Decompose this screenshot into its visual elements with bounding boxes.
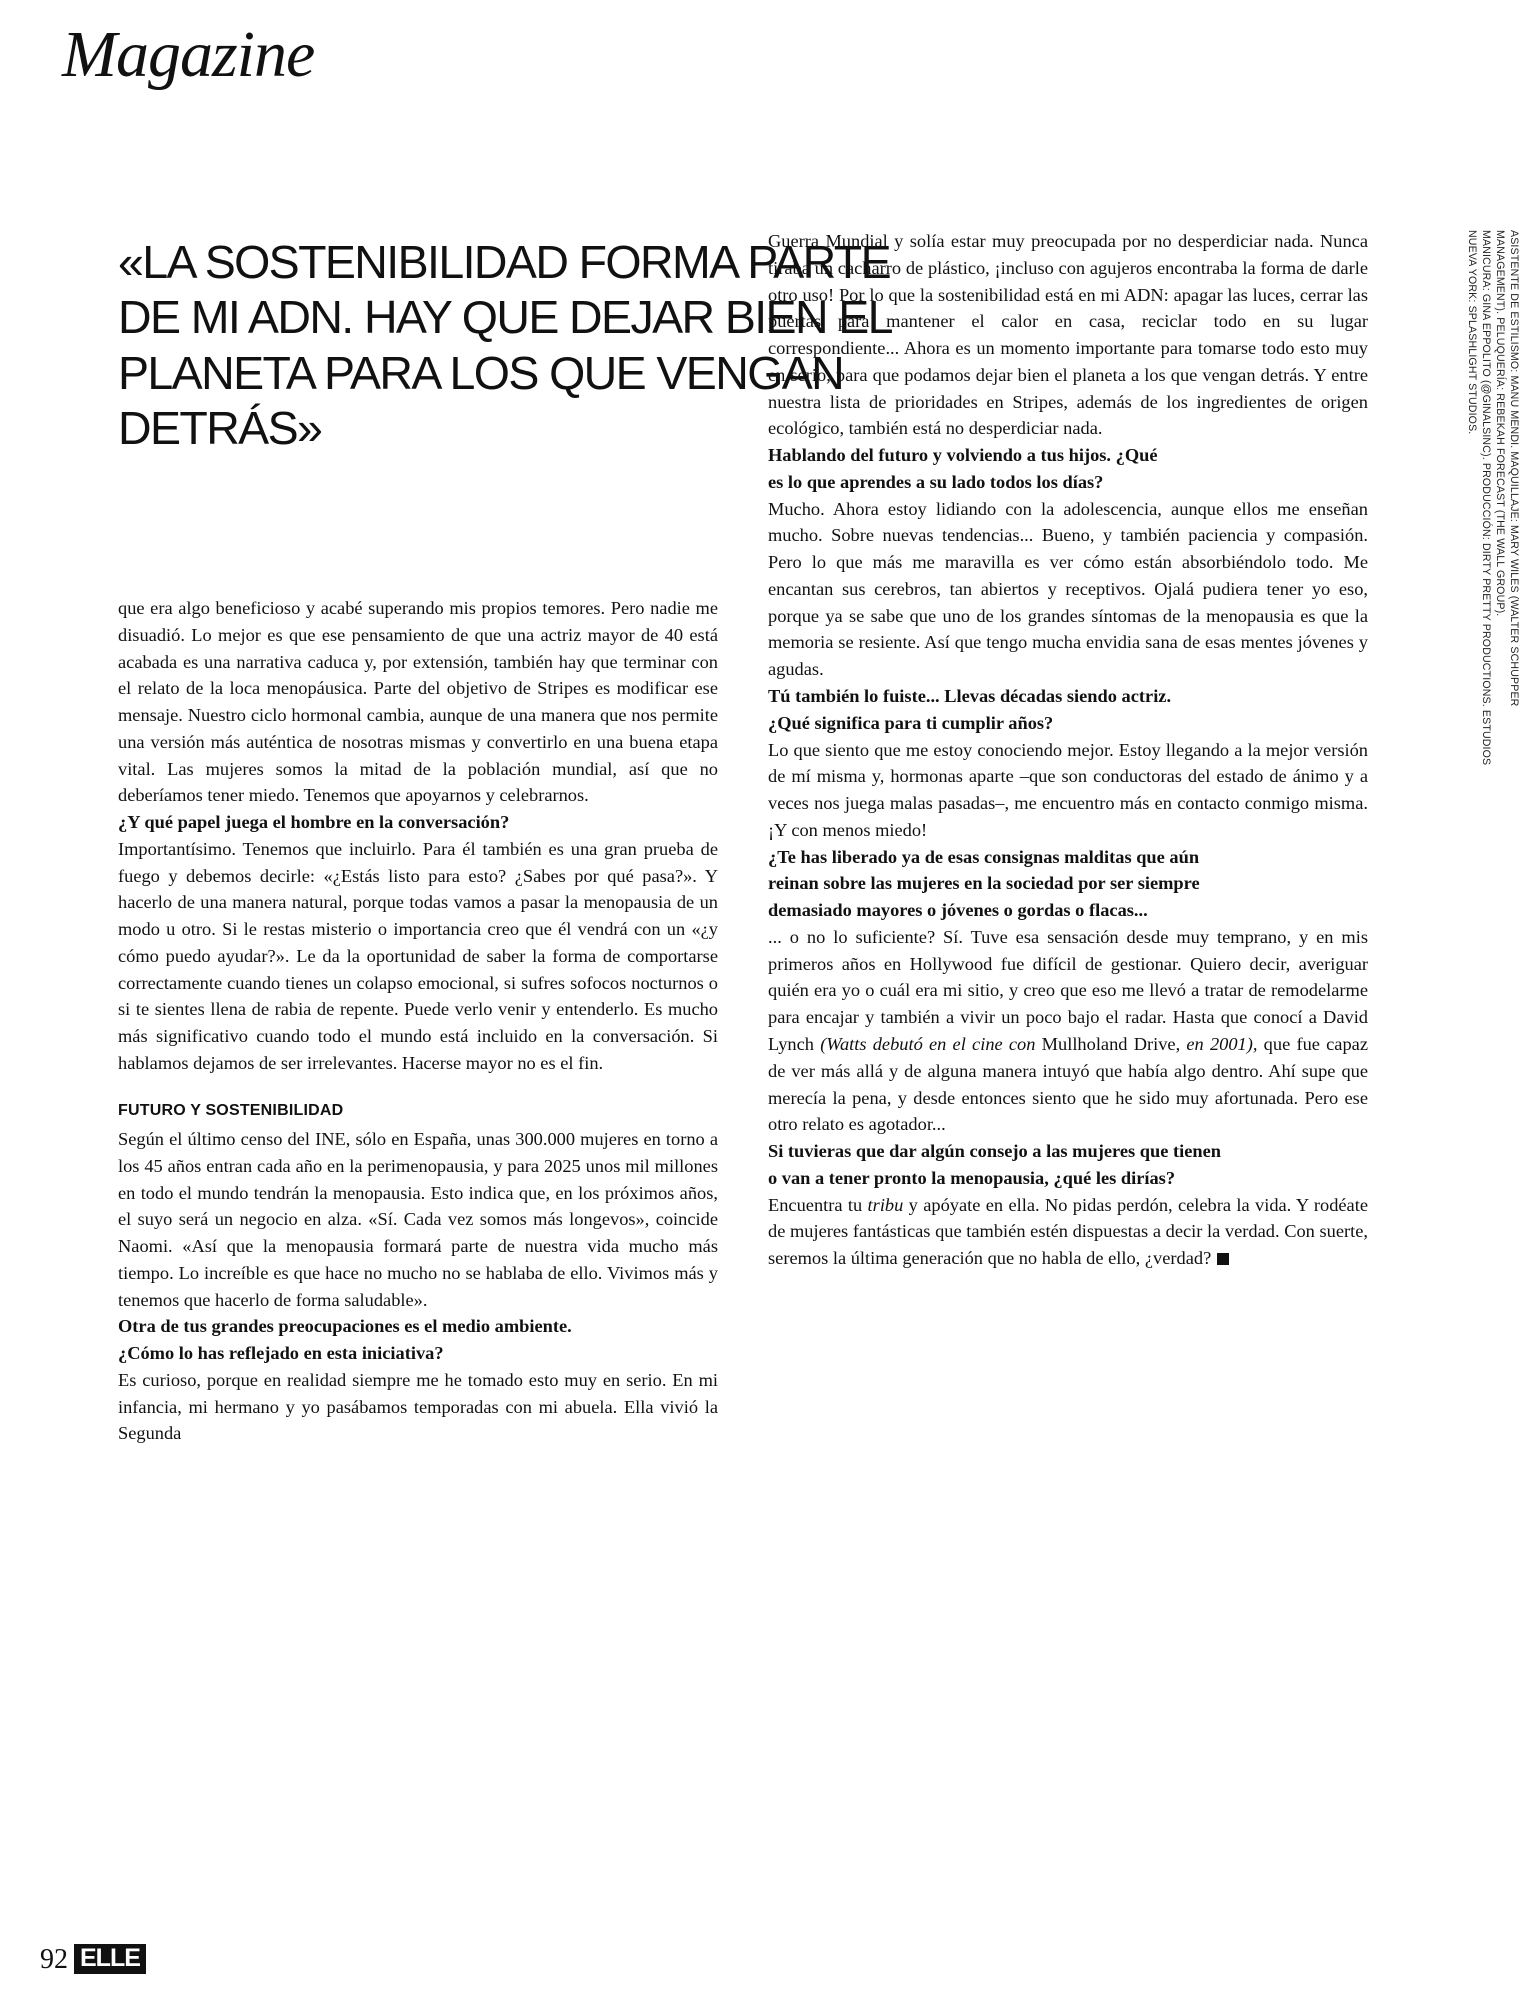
paragraph: Mucho. Ahora estoy lidiando con la adolescencia, aunque ellos me enseñan mucho. Sobre nuevas tendencias... Bueno, y también paciencia y compasión. Pero lo que más me maravilla es ver cómo están absorbiéndolo todo. Me encantan sus cerebros, tan abiertos y receptivos. Ojalá pudiera tener yo eso, porque ya se sabe que uno de los grandes síntomas de la menopausia es que la memoria se resiente. Así que tengo mucha envidia sana de esas mentes jóvenes y agudas. (768, 498, 1368, 680)
masthead-title: Magazine (62, 18, 315, 91)
paragraph-text: Encuentra tu (768, 1194, 868, 1215)
paragraph-text: Mullholand Drive, (1035, 1033, 1187, 1054)
section-heading: FUTURO Y SOSTENIBILIDAD (118, 1101, 344, 1119)
paragraph: Lo que siento que me estoy conociendo mejor. Estoy llegando a la mejor versión de mí misma y, hormonas aparte –que son conductoras del estado de ánimo y a veces nos juega malas pasadas–, me encuentro más en contacto conmigo misma. ¡Y con menos miedo! (768, 739, 1368, 840)
interview-question: Tú también lo fuiste... Llevas décadas siendo actriz. (768, 686, 1172, 707)
interview-question: Si tuvieras que dar algún consejo a las mujeres que tienen (768, 1141, 1221, 1162)
interview-question: demasiado mayores o jóvenes o gordas o flacas... (768, 900, 1148, 921)
paragraph-italic: en 2001), (1186, 1033, 1258, 1054)
interview-question: ¿Te has liberado ya de esas consignas malditas que aún (768, 846, 1200, 867)
interview-question: o van a tener pronto la menopausia, ¿qué les dirías? (768, 1167, 1176, 1188)
interview-question: ¿Qué significa para ti cumplir años? (768, 712, 1054, 733)
article-headline: «LA SOSTENIBILIDAD FORMA PARTE DE MI ADN. HAY QUE DEJAR BIEN EL PLANETA PARA LOS QUE VENGAN DETRÁS» (118, 236, 891, 454)
paragraph (768, 1192, 1368, 1272)
page-number: 92 (40, 1944, 68, 1975)
interview-question: reinan sobre las mujeres en la sociedad por ser siempre (768, 873, 1200, 894)
paragraph-text: que fue capaz de ver más allá y de alguna manera intuyó que había algo dentro. Ahí supe que merecía la pena, y desde entonces siento que he sido muy afortunada. Pero ese otro relato es agotador... (768, 1033, 1368, 1135)
end-mark-icon (1217, 1253, 1229, 1265)
paragraph-italic: tribu (867, 1194, 904, 1215)
interview-question: Otra de tus grandes preocupaciones es el medio ambiente. (118, 1316, 572, 1337)
paragraph-text: ... o no lo suficiente? Sí. Tuve esa sensación desde muy temprano, y en mis primeros años en Hollywood fue difícil de gestionar. Quiero decir, averiguar quién era yo o cuál era mi sitio, y creo que eso me llevó a tratar de remodelarme para encajar y también a vivir un poco bajo el radar. Hasta que conocí a David Lynch (768, 926, 1368, 1054)
credits-line: MANICURA: GINA EPPOLITO (@GINALSINC). PRODUCCIÓN: DIRTY PRETTY PRODUCTIONS. ESTUDIOS NUEVA YORK: SPLASHLIGHT STUDIOS. (1466, 230, 1493, 766)
body-column-right (768, 228, 1368, 1272)
body-column-left (118, 595, 718, 1447)
paragraph-italic: (Watts debutó en el cine con (820, 1033, 1036, 1054)
interview-question: es lo que aprendes a su lado todos los días? (768, 471, 1104, 492)
interview-question: Hablando del futuro y volviendo a tus hijos. ¿Qué (768, 445, 1158, 466)
paragraph (768, 924, 1368, 1138)
elle-logo: ELLE (74, 1944, 146, 1974)
paragraph: Es curioso, porque en realidad siempre me he tomado esto muy en serio. En mi infancia, mi hermano y yo pasábamos temporadas con mi abuela. Ella vivió la Segunda (118, 1369, 718, 1444)
paragraph: Guerra Mundial y solía estar muy preocupada por no desperdiciar nada. Nunca tiraba un cacharro de plástico, ¡incluso con agujeros encontraba la forma de darle otro uso! Por lo que la sostenibilidad está en mi ADN: apagar las luces, cerrar las puertas para mantener el calor en casa, reciclar todo en su lugar correspondiente... Ahora es un momento importante para tomarse todo esto muy en serio, para que podamos dejar bien el planeta a los que vengan detrás. Y entre nuestra lista de prioridades en Stripes, además de los ingredientes de origen ecológico, también está no desperdiciar nada. (768, 231, 1368, 439)
paragraph: que era algo beneficioso y acabé superando mis propios temores. Pero nadie me disuadió. Lo mejor es que ese pensamiento de que una actriz mayor de 40 está acabada es una narrativa caduca y, por extensión, también hay que terminar con el relato de la loca menopáusica. Parte del objetivo de Stripes es modificar ese mensaje. Nuestro ciclo hormonal cambia, aunque de una manera que nos permite una versión más auténtica de nosotras mismas y convertirlo en una buena etapa vital. Las mujeres somos la mitad de la población mundial, así que no deberíamos tener miedo. Tenemos que apoyarnos y celebrarnos. (118, 598, 718, 806)
interview-question: ¿Y qué papel juega el hombre en la conversación? (118, 812, 510, 833)
photo-credits (1464, 230, 1520, 790)
paragraph: Importantísimo. Tenemos que incluirlo. Para él también es una gran prueba de fuego y debemos decirle: «¿Estás listo para esto? ¿Sabes por qué pasa?». Y hacerlo de una manera natural, porque todas vamos a pasar la menopausia de un modo u otro. Si le restas misterio o importancia creo que él vendrá con un «¿y cómo puedo ayudar?». Le da la oportunidad de saber la forma de comportarse correctamente cuando tienes un colapso emocional, si sufres sofocos nocturnos o si te sientes llena de rabia de repente. Puede verlo venir y entenderlo. Es mucho más significativo cuando todo el mundo está incluido en la conversación. Si hablamos dejamos de ser irrelevantes. Hacerse mayor no es el fin. (118, 838, 718, 1074)
paragraph: Según el último censo del INE, sólo en España, unas 300.000 mujeres en torno a los 45 años entran cada año en la perimenopausia, y para 2025 unos mil millones en todo el mundo tendrán la menopausia. Esto indica que, en los próximos años, el suyo será un negocio en alza. «Sí. Cada vez somos más longevos», coincide Naomi. «Así que la menopausia formará parte de nuestra vida mucho más tiempo. Lo increíble es que hace no mucho no se hablaba de ello. Vivimos más y tenemos que hacerlo de forma saludable». (118, 1129, 718, 1310)
paragraph-text: y apóyate en ella. No pidas perdón, celebra la vida. Y rodéate de mujeres fantásticas que también estén dispuestas a decir la verdad. Con suerte, seremos la última generación que no habla de ello, ¿verdad? (768, 1194, 1368, 1269)
interview-question: ¿Cómo lo has reflejado en esta iniciativa? (118, 1343, 444, 1364)
credits-line: ASISTENTE DE ESTILISMO: MANU MENDI. MAQUILLAJE: MARY WILES (WALTER SCHUPPER MANAGEMENT). PELUQUERÍA: REBEKAH FORECAST (THE WALL GROUP). (1494, 230, 1520, 707)
page-footer (40, 1944, 146, 1974)
